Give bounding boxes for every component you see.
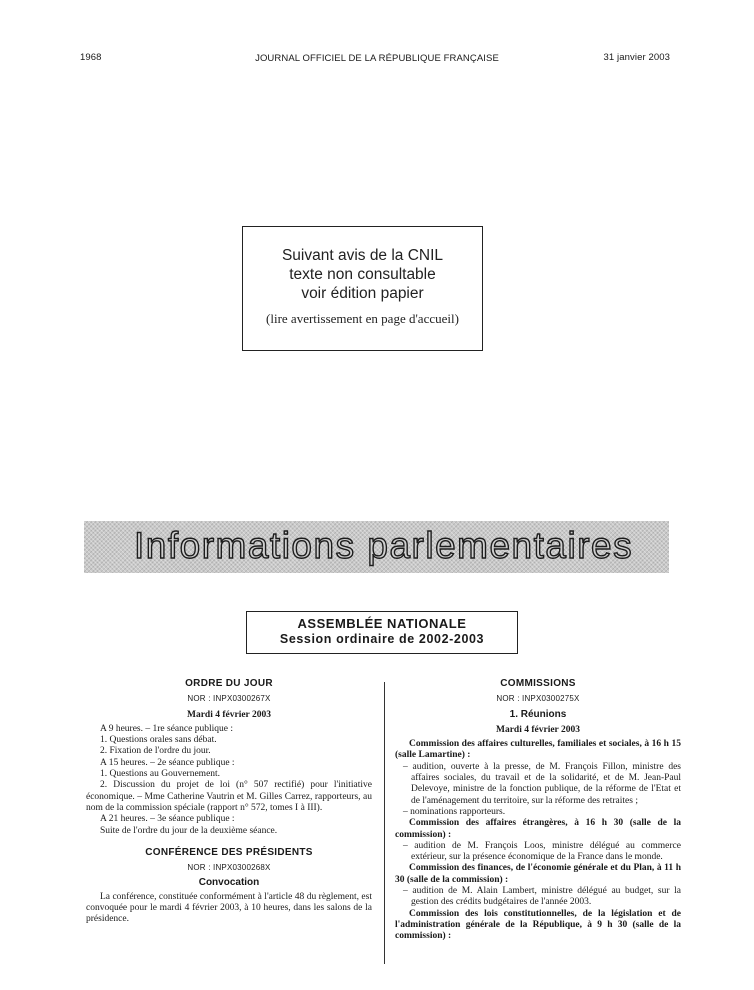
- conference-heading: CONFÉRENCE DES PRÉSIDENTS: [145, 846, 313, 858]
- assembly-box: [246, 611, 518, 654]
- commission-name: Commission des affaires étrangères, à 16 h 30 (salle de la commission) :: [395, 818, 681, 840]
- conference-nor: NOR : INPX0300268X: [187, 863, 271, 873]
- page-number: 1968: [80, 52, 102, 63]
- assembly-title: ASSEMBLÉE NATIONALE: [297, 616, 467, 631]
- agenda-list: [86, 724, 372, 837]
- meetings-subheading: 1. Réunions: [509, 708, 567, 720]
- cnil-notice-box: [242, 226, 483, 351]
- commissions-heading: COMMISSIONS: [500, 678, 576, 689]
- agenda-nor: NOR : INPX0300267X: [187, 694, 271, 704]
- agenda-item: 2. Discussion du projet de loi (n° 507 rectifié) pour l'initiative économique. – Mme Catherine Vautrin et M. Gilles Carrez, rapporteurs, au nom de la commission spéciale (rapport n° 572, tomes I à III).: [86, 780, 372, 813]
- commission-name: Commission des lois constitutionnelles, de la législation et de l'administration générale de la République, à 9 h 30 (salle de la commission) :: [395, 908, 681, 942]
- cnil-note: (lire avertissement en page d'accueil): [266, 311, 459, 326]
- agenda-item: 1. Questions au Gouvernement.: [100, 769, 221, 780]
- commission-name: Commission des finances, de l'économie générale et du Plan, à 11 h 30 (salle de la commission) :: [395, 863, 681, 885]
- cnil-line-2: texte non consultable: [289, 266, 436, 283]
- commission-item: – audition, ouverte à la presse, de M. François Fillon, ministre des affaires sociales, du travail et de la solidarité, et de M. Jean-Paul Delevoye, ministre de la fonction publique, de la réforme de l'Etat et de l'aménagement du territoire, sur la réforme des retraites ;: [403, 761, 681, 806]
- commissions-nor: NOR : INPX0300275X: [496, 694, 580, 704]
- cnil-line-1: Suivant avis de la CNIL: [281, 247, 444, 264]
- column-divider: [384, 682, 385, 964]
- agenda-date: Mardi 4 février 2003: [187, 709, 271, 720]
- session-title: Session ordinaire de 2002-2003: [279, 632, 485, 646]
- commission-item: – nominations rapporteurs.: [403, 806, 506, 817]
- agenda-heading: ORDRE DU JOUR: [185, 678, 273, 689]
- left-column: [86, 678, 372, 926]
- right-column: [395, 678, 681, 943]
- commission-name: Commission des affaires culturelles, familiales et sociales, à 16 h 15 (salle Lamartine) :: [395, 739, 681, 761]
- issue-date: 31 janvier 2003: [603, 52, 670, 63]
- agenda-item: A 15 heures. – 2e séance publique :: [100, 757, 235, 768]
- cnil-line-3: voir édition papier: [301, 285, 424, 302]
- agenda-item: 2. Fixation de l'ordre du jour.: [100, 746, 211, 757]
- commission-item: – audition de M. Alain Lambert, ministre délégué au budget, sur la gestion des crédits budgétaires de l'année 2003.: [403, 886, 681, 908]
- agenda-item: Suite de l'ordre du jour de la deuxième séance.: [100, 825, 278, 836]
- conference-subheading: Convocation: [198, 877, 260, 889]
- commission-item: – audition de M. François Loos, ministre délégué au commerce extérieur, sur la présence économique de la France dans le monde.: [403, 840, 681, 863]
- agenda-item: A 21 heures. – 3e séance publique :: [100, 814, 235, 825]
- commissions-date: Mardi 4 février 2003: [496, 724, 580, 735]
- agenda-item: A 9 heures. – 1re séance publique :: [100, 723, 233, 734]
- agenda-item: 1. Questions orales sans débat.: [100, 735, 217, 746]
- conference-text: La conférence, constituée conformément à l'article 48 du règlement, est convoquée pour le mardi 4 février 2003, à 10 heures, dans les salons de la présidence.: [86, 891, 372, 925]
- journal-title: JOURNAL OFFICIEL DE LA RÉPUBLIQUE FRANÇAISE: [255, 53, 499, 64]
- banner-title: Informations parlementaires: [134, 525, 634, 566]
- section-banner: [84, 521, 669, 573]
